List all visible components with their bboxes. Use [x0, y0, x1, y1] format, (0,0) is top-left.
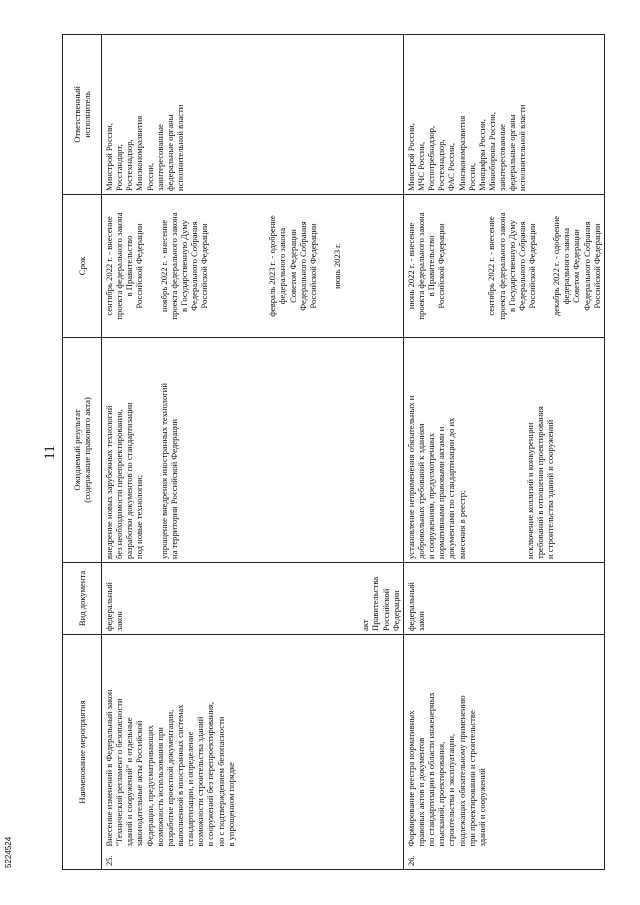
- term-item: декабрь 2022 г. - одобрение федерального закона Советом Федерации Федерального Собрания Российской Федерации: [551, 215, 602, 317]
- header-executor: Ответственный исполнитель: [63, 34, 102, 194]
- expected-result: внедрение новых зарубежных технологий без необходимости перепроектирования, разработки документов по стандартизации под новые технологии;: [104, 402, 145, 559]
- table-header-row: [63, 34, 102, 869]
- spacer: [124, 566, 360, 631]
- measure-name: Внесение изменений в Федеральный закон "Технический регламент о безопасности зданий и сооружений" и отдельные законодательные акты Российской Федерации, предусматривающих возможность использования при разработке проектной документации, выполненной в иностранных системах стандартизации, и определение возможности строительства зданий и сооружений без перепроектирования, но с подтверждением безопасности в упрощенном порядке: [102, 634, 404, 849]
- table-row: [403, 34, 604, 869]
- executor-cell: Минстрой России, Росстандарт, Ростехнадзор, Минэкономразвития России, заинтересованные федеральные органы исполнительной власти: [102, 34, 404, 194]
- spacer: [145, 341, 159, 559]
- row-number: 25.: [102, 850, 404, 870]
- spacer: [446, 198, 486, 334]
- term-item: сентябрь 2022 г. - внесение проекта федерального закона в Государственную Думу Федерального Собрания Российской Федерации: [486, 212, 537, 320]
- expected-result: установление неприменения обязательных и добровольных требований к зданиям и сооружениям, предусмотренных нормативными правовыми актами и документами по стандартизации до их внесения в реестр;: [405, 395, 467, 559]
- term-item: февраль 2023 г. - одобрение федерального закона Советом Федерации Федерального Собрания Российской Федерации: [267, 215, 318, 317]
- measures-table: [62, 34, 605, 870]
- doc-type-cell: [102, 562, 404, 634]
- expected-result: исключение коллизий и конкуренции требований в отношении проектирования и строительства зданий и сооружений: [524, 406, 555, 559]
- header-result: Ожидаемый результат (содержание правового акта): [63, 337, 102, 562]
- header-doc-type: Вид документа: [63, 562, 102, 634]
- term-item: сентябрь 2022 г. - внесение проекта федерального закона в Правительство Российской Федерации: [104, 212, 145, 320]
- executor-cell: Минстрой России, МЧС России, Роспотребнадзор, Ростехнадзор, ФАС России, Минэкономразвития России, Минцифры России, Минобороны России, заинтересованные федеральные органы исполнительной власти: [403, 34, 604, 194]
- table-row: [102, 34, 404, 869]
- expected-result: упрощение внедрения иностранных технологий на территории Российской Федерации: [158, 383, 179, 559]
- rotated-landscape-page: [40, 35, 630, 870]
- spacer: [537, 198, 551, 334]
- doc-type: акт Правительства Российской Федерации: [360, 576, 401, 631]
- result-cell: [403, 337, 604, 562]
- term-item: ноябрь 2022 г. - внесение проекта федерального закона в Государственную Думу Федерального Собрания Российской Федерации: [158, 212, 210, 320]
- result-cell: [102, 337, 404, 562]
- doc-type: федеральный закон: [104, 582, 125, 631]
- measure-name: Формирование реестра нормативных правовых актов и документов по стандартизации в области инженерных изысканий, проектирования, строительства и эксплуатации, подлежащих обязательному применению при проектировании и строительстве зданий и сооружений: [403, 634, 604, 849]
- spacer: [318, 198, 332, 334]
- spacer: [209, 198, 267, 334]
- term-item: июнь 2023 г.: [331, 243, 342, 289]
- term-cell: [403, 194, 604, 337]
- document-id: 5224524: [4, 836, 13, 868]
- term-item: июнь 2022 г. - внесение проекта федерального закона в Правительство Российской Федерации: [405, 212, 447, 320]
- page-number: 11: [42, 445, 58, 460]
- header-term: Срок: [63, 194, 102, 337]
- row-number: 26.: [403, 850, 604, 870]
- doc-type: федеральный закон: [403, 562, 604, 634]
- term-cell: [102, 194, 404, 337]
- spacer: [467, 341, 525, 559]
- spacer: [145, 198, 159, 334]
- header-name: Наименование мероприятия: [63, 634, 102, 869]
